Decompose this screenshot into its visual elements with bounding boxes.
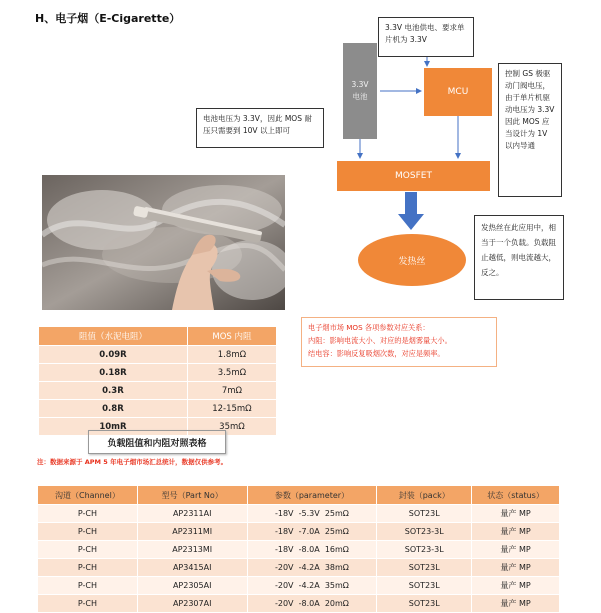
channel-cell: P-CH xyxy=(38,505,138,523)
voltage: -20V xyxy=(274,581,294,590)
e-cigarette-photo xyxy=(42,175,285,310)
resistance-value: 10mR xyxy=(39,418,188,436)
rdson: 20mΩ xyxy=(324,599,349,608)
mosfet-block: MOSFET xyxy=(337,161,490,191)
current: -4.2A xyxy=(298,563,320,572)
table-row xyxy=(39,382,277,400)
channel-cell: P-CH xyxy=(38,577,138,595)
resistance-value: 0.3R xyxy=(39,382,188,400)
voltage: -20V xyxy=(274,599,294,608)
table-header: 阻值（水泥电阻） xyxy=(39,327,188,346)
mos-resistance-value: 12-15mΩ xyxy=(187,400,276,418)
package-cell: SOT23-3L xyxy=(377,541,472,559)
table-row xyxy=(38,523,560,541)
current: -7.0A xyxy=(298,527,320,536)
current: -8.0A xyxy=(298,545,320,554)
voltage: -18V xyxy=(274,527,294,536)
table-row xyxy=(38,541,560,559)
section-title: H、电子烟（E-Cigarette） xyxy=(35,12,181,25)
parameter-cell xyxy=(247,523,377,541)
table-header: MOS 内阻 xyxy=(187,327,276,346)
callout-voltage-rating: 电池电压为 3.3V，因此 MOS 耐压只需要到 10V 以上即可 xyxy=(196,108,324,148)
table-caption: 负载阻值和内阻对照表格 xyxy=(88,430,226,454)
voltage: -18V xyxy=(274,509,294,518)
market-note-line: 结电容：影响反复吸烟次数，对应是频率。 xyxy=(308,349,445,358)
table-row xyxy=(39,346,277,364)
table-row xyxy=(39,400,277,418)
mos-resistance-value: 35mΩ xyxy=(187,418,276,436)
table-header: 封装（pack） xyxy=(377,486,472,505)
rdson: 38mΩ xyxy=(324,563,349,572)
rdson: 25mΩ xyxy=(324,527,349,536)
voltage: -18V xyxy=(274,545,294,554)
battery-label: 电池 xyxy=(352,92,368,101)
mos-resistance-value: 7mΩ xyxy=(187,382,276,400)
part-number-cell: AP2311MI xyxy=(137,523,247,541)
channel-cell: P-CH xyxy=(38,559,138,577)
resistance-table xyxy=(38,326,277,436)
part-number-cell: AP3415AI xyxy=(137,559,247,577)
rdson: 16mΩ xyxy=(324,545,349,554)
parameter-cell xyxy=(247,595,377,613)
part-table xyxy=(37,485,560,613)
channel-cell: P-CH xyxy=(38,595,138,613)
market-note-line: 电子烟市场 MOS 各项参数对应关系： xyxy=(308,323,430,332)
voltage: -20V xyxy=(274,563,294,572)
current: -5.3V xyxy=(298,509,320,518)
market-note xyxy=(301,317,497,367)
rdson: 35mΩ xyxy=(324,581,349,590)
rdson: 25mΩ xyxy=(324,509,349,518)
current: -4.2A xyxy=(298,581,320,590)
channel-cell: P-CH xyxy=(38,523,138,541)
table-header-row xyxy=(39,327,277,346)
arrow-mosfet-to-heater xyxy=(398,192,424,230)
part-number-cell: AP2313MI xyxy=(137,541,247,559)
table-header-row xyxy=(38,486,560,505)
status-cell: 量产 MP xyxy=(472,505,560,523)
market-note-line: 内阻：影响电流大小、对应的是烟雾量大小。 xyxy=(308,336,452,345)
package-cell: SOT23-3L xyxy=(377,523,472,541)
heater-block: 发热丝 xyxy=(358,234,466,286)
table-header: 状态（status） xyxy=(472,486,560,505)
package-cell: SOT23L xyxy=(377,559,472,577)
part-number-cell: AP2307AI xyxy=(137,595,247,613)
battery-voltage-label: 3.3V xyxy=(351,80,369,89)
resistance-value: 0.09R xyxy=(39,346,188,364)
table-row xyxy=(38,577,560,595)
parameter-cell xyxy=(247,541,377,559)
status-cell: 量产 MP xyxy=(472,541,560,559)
mos-resistance-value: 1.8mΩ xyxy=(187,346,276,364)
mos-resistance-value: 3.5mΩ xyxy=(187,364,276,382)
source-note: 注：数据来源于 APM 5 年电子烟市场汇总统计，数据仅供参考。 xyxy=(37,458,228,466)
table-row xyxy=(38,595,560,613)
part-number-cell: AP2311AI xyxy=(137,505,247,523)
resistance-value: 0.8R xyxy=(39,400,188,418)
parameter-cell xyxy=(247,577,377,595)
parameter-cell xyxy=(247,505,377,523)
package-cell: SOT23L xyxy=(377,577,472,595)
current: -8.0A xyxy=(298,599,320,608)
table-header: 参数（parameter） xyxy=(247,486,377,505)
table-row xyxy=(38,559,560,577)
package-cell: SOT23L xyxy=(377,595,472,613)
table-row xyxy=(39,364,277,382)
status-cell: 量产 MP xyxy=(472,595,560,613)
table-header: 沟道（Channel） xyxy=(38,486,138,505)
package-cell: SOT23L xyxy=(377,505,472,523)
callout-heater-load: 发热丝在此应用中，相当于一个负载。负载阻止越低，则电流越大，反之。 xyxy=(474,215,564,300)
part-number-cell: AP2305AI xyxy=(137,577,247,595)
channel-cell: P-CH xyxy=(38,541,138,559)
status-cell: 量产 MP xyxy=(472,577,560,595)
mcu-block: MCU xyxy=(424,68,492,116)
callout-gate-drive: 控制 GS 极驱动门阀电压，由于单片机驱动电压为 3.3V 因此 MOS 应当设计为 1V 以内导通 xyxy=(498,63,562,197)
table-row xyxy=(38,505,560,523)
parameter-cell xyxy=(247,559,377,577)
status-cell: 量产 MP xyxy=(472,559,560,577)
status-cell: 量产 MP xyxy=(472,523,560,541)
table-header: 型号（Part No） xyxy=(137,486,247,505)
resistance-value: 0.18R xyxy=(39,364,188,382)
callout-mcu-power: 3.3V 电池供电、要求单片机为 3.3V xyxy=(378,17,474,57)
